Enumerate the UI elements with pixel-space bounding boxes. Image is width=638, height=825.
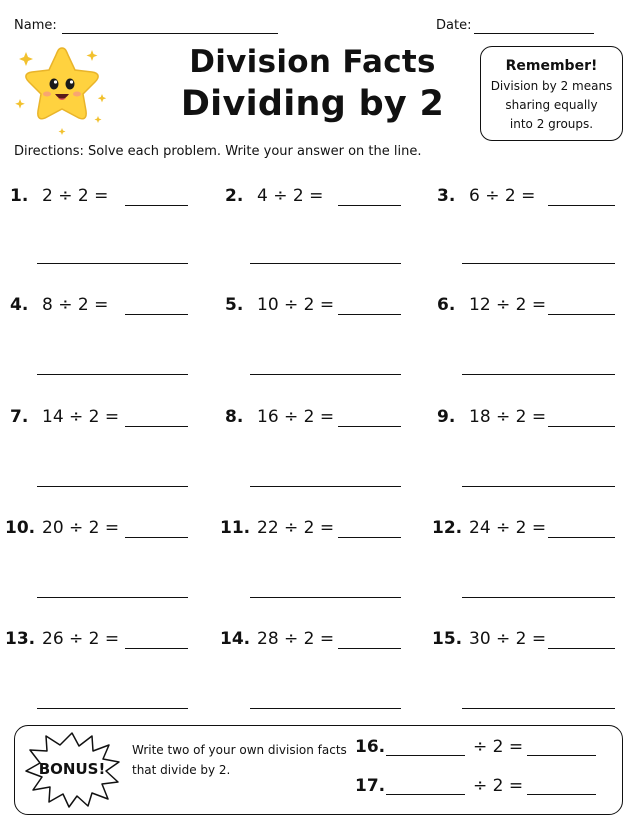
problem-1: 1. 2 ÷ 2 = [10,186,109,206]
bonus-answer-line-17[interactable] [527,794,596,795]
page-title: Division Facts [189,44,436,80]
problem-14: 14. 28 ÷ 2 = [220,629,335,649]
bonus-op-16: ÷ 2 = [473,737,524,757]
work-line-11[interactable] [250,597,401,598]
star-mascot-icon [12,44,112,139]
bonus-num-16: 16. [355,737,386,757]
bonus-instructions: Write two of your own division facts that divide by 2. [132,743,347,777]
answer-line-1[interactable] [125,205,188,206]
answer-line-5[interactable] [338,314,401,315]
work-line-10[interactable] [37,597,188,598]
answer-line-7[interactable] [125,426,188,427]
bonus-badge-label: BONUS! [38,760,106,778]
work-line-5[interactable] [250,374,401,375]
answer-line-11[interactable] [338,537,401,538]
work-line-12[interactable] [462,597,615,598]
remember-text: Division by 2 means sharing equally into 2 groups. [490,79,613,131]
remember-box [480,46,623,141]
problem-11: 11. 22 ÷ 2 = [220,518,335,538]
problem-8: 8. 16 ÷ 2 = [225,407,335,427]
answer-line-13[interactable] [125,648,188,649]
problem-2: 2. 4 ÷ 2 = [225,186,324,206]
work-line-6[interactable] [462,374,615,375]
answer-line-2[interactable] [338,205,401,206]
problem-9: 9. 18 ÷ 2 = [437,407,547,427]
work-line-2[interactable] [250,263,401,264]
bonus-burst-icon [22,730,122,808]
problem-12: 12. 24 ÷ 2 = [432,518,547,538]
date-label: Date: [436,18,472,33]
work-line-13[interactable] [37,708,188,709]
bonus-problem-16 [355,737,385,757]
answer-line-6[interactable] [548,314,615,315]
answer-line-15[interactable] [548,648,615,649]
answer-line-8[interactable] [338,426,401,427]
answer-line-3[interactable] [548,205,615,206]
remember-title: Remember! [505,58,598,74]
work-line-3[interactable] [462,263,615,264]
answer-line-4[interactable] [125,314,188,315]
page-subtitle: Dividing by 2 [180,84,445,124]
work-line-8[interactable] [250,486,401,487]
problem-5: 5. 10 ÷ 2 = [225,295,335,315]
bonus-op-17: ÷ 2 = [473,776,524,796]
work-line-4[interactable] [37,374,188,375]
work-line-7[interactable] [37,486,188,487]
problem-10: 10. 20 ÷ 2 = [5,518,120,538]
work-line-14[interactable] [250,708,401,709]
problem-15: 15. 30 ÷ 2 = [432,629,547,649]
name-label: Name: [14,18,57,33]
problem-3: 3. 6 ÷ 2 = [437,186,536,206]
problem-6: 6. 12 ÷ 2 = [437,295,547,315]
bonus-answer-line-16[interactable] [527,755,596,756]
problem-13: 13. 26 ÷ 2 = [5,629,120,649]
bonus-dividend-line-17[interactable] [386,794,465,795]
name-field[interactable] [62,33,278,34]
bonus-num-17: 17. [355,776,386,796]
problem-4: 4. 8 ÷ 2 = [10,295,109,315]
answer-line-14[interactable] [338,648,401,649]
answer-line-9[interactable] [548,426,615,427]
answer-line-12[interactable] [548,537,615,538]
work-line-1[interactable] [37,263,188,264]
directions: Directions: Solve each problem. Write your answer on the line. [14,144,422,159]
answer-line-10[interactable] [125,537,188,538]
work-line-15[interactable] [462,708,615,709]
date-field[interactable] [474,33,594,34]
work-line-9[interactable] [462,486,615,487]
bonus-dividend-line-16[interactable] [386,755,465,756]
problem-7: 7. 14 ÷ 2 = [10,407,120,427]
bonus-problem-17 [355,776,385,796]
